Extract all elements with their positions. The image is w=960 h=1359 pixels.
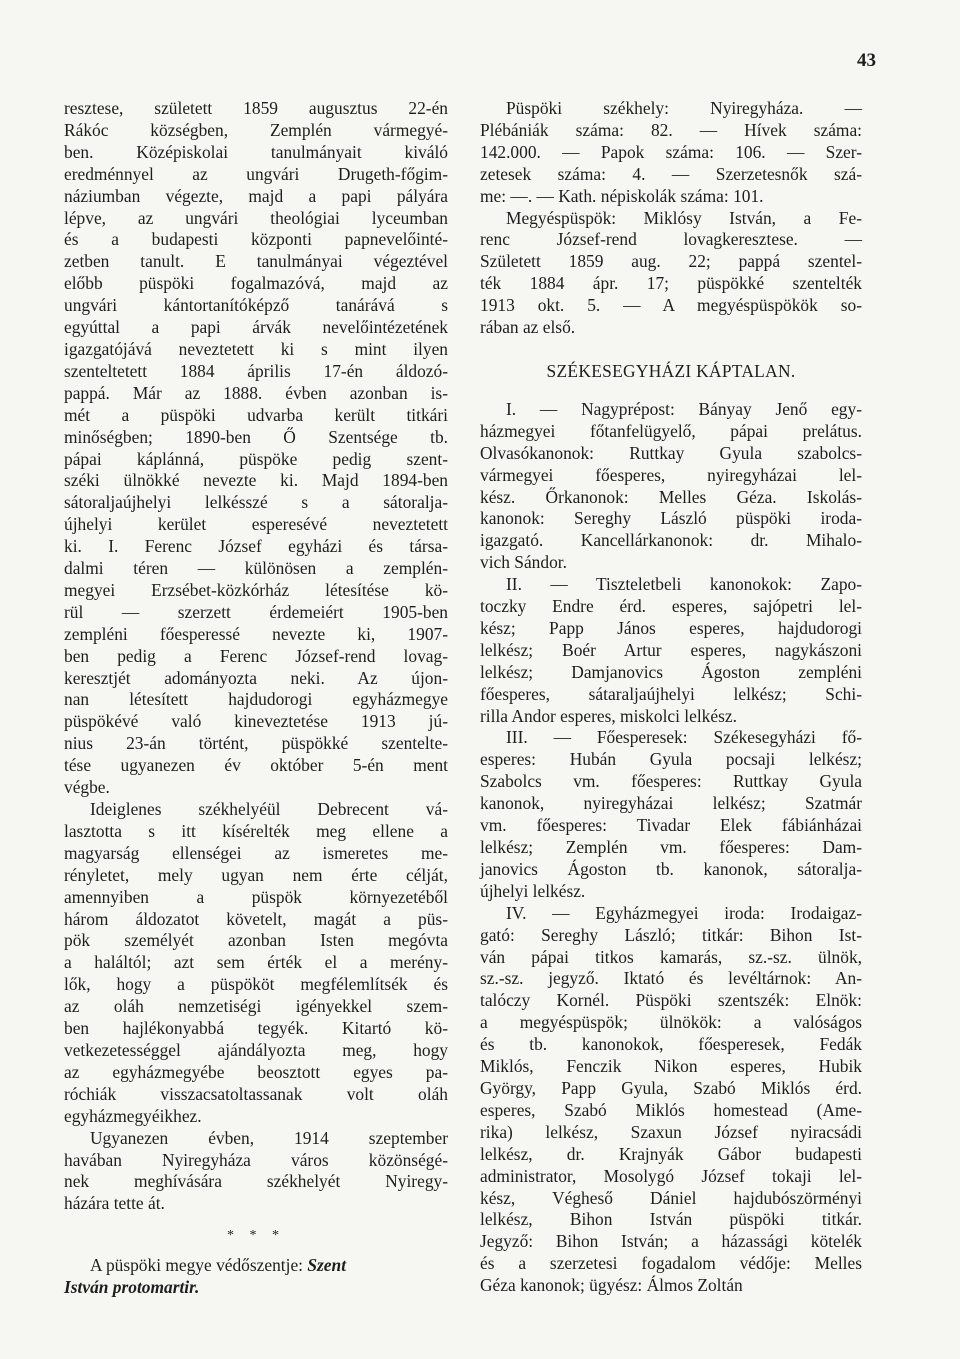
text-line: talóczy Kornél. Püspöki szentszék: Elnök: <box>480 990 862 1011</box>
text-line: lelkész; Damjanovics Ágoston zempléni <box>480 661 862 682</box>
text-line: kész; Papp János esperes, hajdudorogi <box>480 617 862 638</box>
text-line: zetben tanult. E tanulmányai végeztével <box>64 251 448 272</box>
text-line: előbb püspöki fogalmazóvá, majd az <box>64 273 448 294</box>
text-line: rilla Andor esperes, miskolci lelkész. <box>480 705 737 726</box>
text-line: lők, hogy a püspököt megfélemlítsék és <box>64 974 448 995</box>
text-line: janovics Ágoston tb. kanonok, sátoralja- <box>480 858 862 879</box>
text-line: Jegyző: Bihon István; a házassági kötelék <box>480 1231 862 1252</box>
text-line: igazgató. Kancellárkanonok: dr. Mihalo- <box>480 530 862 551</box>
patron-saint-paragraph <box>64 1255 448 1299</box>
text-line: náziumban végezte, majd a papi pályára <box>64 185 448 206</box>
text-line: ki. I. Ferenc József egyházi és társa- <box>64 536 448 557</box>
text-line: keresztjét adományozta neki. Az újon- <box>64 667 448 688</box>
text-line: Megyéspüspök: Miklósy István, a Fe- <box>506 207 862 228</box>
text-line: egyházmegyéikhez. <box>64 1105 202 1126</box>
patron-name-part-2: István protomartir. <box>64 1277 200 1298</box>
text-line: lépve, az ungvári theológiai lyceumban <box>64 207 448 228</box>
text-line: Plébániák száma: 82. — Hívek száma: <box>480 119 862 140</box>
text-line: lelkész, dr. Krajnyák Gábor budapesti <box>480 1143 862 1164</box>
text-line: ván pápai titkos kamarás, sz.-sz. ülnök, <box>480 946 862 967</box>
chapter-section-3 <box>480 727 862 902</box>
text-line: igazgatójává neveztetett ki s mint ilyen <box>64 338 448 359</box>
text-line: mét a püspöki udvarba került titkári <box>64 404 448 425</box>
text-line: amennyiben a püspök környezetéből <box>64 886 448 907</box>
text-line: Ideiglenes székhelyéül Debrecent vá- <box>90 799 448 819</box>
text-line: az oláh nemzetiségi igényekkel szem- <box>64 996 448 1017</box>
text-line: házmegyei főtanfelügyelő, pápai prelátus. <box>480 420 862 441</box>
chapter-section-2 <box>480 574 862 727</box>
text-line: és tb. kanonokok, főesperesek, Fedák <box>480 1034 862 1055</box>
text-line: Rákóc községben, Zemplén vármegyé- <box>64 119 448 140</box>
text-line: kész, Végheső Dániel hajdubószörményi <box>480 1187 862 1208</box>
text-line: esperes: Hubán Gyula pocsaji lelkész; <box>480 749 862 770</box>
text-line: 142.000. — Papok száma: 106. — Szer- <box>480 141 862 162</box>
text-line: kanonok: Sereghy László püspöki iroda- <box>480 508 862 529</box>
text-line: toczky Endre érd. esperes, sajópetri lel- <box>480 596 862 617</box>
text-line: és a szerzetesi fogadalom védője: Melles <box>480 1253 862 1274</box>
text-line: vich Sándor. <box>480 552 567 573</box>
page-number: 43 <box>857 50 876 71</box>
text-line: minőségben; 1890-ben Ő Szentsége tb. <box>64 426 448 447</box>
text-line: végbe. <box>64 777 110 798</box>
text-line: Miklós, Fenczik Nikon esperes, Hubik <box>480 1056 862 1077</box>
biography-paragraph <box>64 98 448 799</box>
text-line: tése ugyanezen év október 5-én ment <box>64 755 448 776</box>
text-line: resztese, született 1859 augusztus 22-én <box>64 98 448 118</box>
text-line: püspökévé való kineveztetése 1913 jú- <box>64 711 448 732</box>
text-line: egyúttal a papi árvák nevelőintézetének <box>64 317 448 338</box>
text-line: és a budapesti központi papnevelőinté- <box>64 229 448 250</box>
text-line: pök személyét azonban Isten megóvta <box>64 930 448 951</box>
text-line: lelkész; Boér Artur esperes, nagykászoni <box>480 639 862 660</box>
text-line: pappá. Már az 1888. évben azonban is- <box>64 382 448 403</box>
text-line: zetesek száma: 4. — Szerzetesnők szá- <box>480 163 862 184</box>
text-line: havában Nyiregyháza város közönségé- <box>64 1149 448 1170</box>
text-line: vm. főesperes: Tivadar Elek fábiánházai <box>480 815 862 836</box>
text-line: esperes, Szabó Miklós homestead (Ame- <box>480 1099 862 1120</box>
text-line: zempléni főesperessé nevezte ki, 1907- <box>64 623 448 644</box>
text-line: pápai káplánná, püspöke pedig szent- <box>64 448 448 469</box>
patron-name-part-1: Szent <box>307 1255 347 1276</box>
section-divider-stars: * * * <box>227 1228 285 1244</box>
text-line: az egyházmegyébe beosztott egyes pa- <box>64 1061 448 1082</box>
text-line: Olvasókanonok: Ruttkay Gyula szabolcs- <box>480 442 862 463</box>
text-line: II. — Tiszteletbeli kanonokok: Zapo- <box>506 574 862 595</box>
text-line: kanonok, nyiregyházai lelkész; Szatmár <box>480 793 862 814</box>
text-line: gató: Sereghy László; titkár: Bihon Ist- <box>480 924 862 945</box>
text-line: sátoraljaújhelyi lelkésszé s a sátoralja- <box>64 492 448 513</box>
text-line: dalmi téren — különösen a zemplén- <box>64 558 448 579</box>
text-line: három áldozatot követelt, magát a püs- <box>64 908 448 929</box>
text-line: megyei Erzsébet-közkórház létesítése kö- <box>64 579 448 600</box>
text-line: renc József-rend lovagkeresztese. — <box>480 229 862 250</box>
text-line: Szabolcs vm. főesperes: Ruttkay Gyula <box>480 771 862 792</box>
text-line: főesperes, sátaraljaújhelyi lelkész; Schi- <box>480 683 862 704</box>
text-line: III. — Főesperesek: Székesegyházi fő- <box>506 727 862 748</box>
text-line: Püspöki székhely: Nyiregyháza. — <box>506 98 862 118</box>
text-line: 1913 okt. 5. — A megyéspüspökök so- <box>480 295 862 316</box>
text-line: vármegyei főesperes, nyiregyházai lel- <box>480 464 862 485</box>
text-line: házára tette át. <box>64 1193 165 1214</box>
text-line: lelkész, Bihon István püspöki titkár. <box>480 1209 862 1230</box>
text-line: administrator, Mosolygó József tokaji lel- <box>480 1165 862 1186</box>
text-line: lasztotta s itt kísérelték meg ellene a <box>64 820 448 841</box>
text-line: IV. — Egyházmegyei iroda: Irodaigaz- <box>506 902 862 923</box>
text-line: rában az első. <box>480 317 576 338</box>
text-line: nius 23-án történt, püspökké szentelte- <box>64 733 448 754</box>
text-line: nek meghívására székhelyét Nyiregy- <box>64 1171 448 1192</box>
chapter-section-1 <box>480 399 862 574</box>
text-line: újhelyi lelkész. <box>480 880 586 901</box>
text-line: rényletet, mely ugyan nem érte célját, <box>64 864 448 885</box>
text-line: me: —. — Kath. népiskolák száma: 101. <box>480 185 764 206</box>
text-line: ungvári kántortanítóképző tanárává s <box>64 295 448 316</box>
text-line: ben. Középiskolai tanulmányait kiváló <box>64 141 448 162</box>
text-line: lelkész; Zemplén vm. főesperes: Dam- <box>480 837 862 857</box>
text-line: újhelyi kerület esperesévé neveztetett <box>64 514 448 535</box>
left-column <box>64 98 448 1299</box>
text-line: rika) lelkész, Szaxun József nyiracsádi <box>480 1121 862 1142</box>
text-line: széki ülnökké nevezte ki. Majd 1894-ben <box>64 470 448 491</box>
text-line: Géza kanonok; ügyész: Álmos Zoltán <box>480 1275 743 1296</box>
patron-label: A püspöki megye védőszentje: <box>90 1255 303 1276</box>
nyiregyhaza-paragraph <box>64 1128 448 1216</box>
right-column <box>480 98 862 1297</box>
text-line: ték 1884 ápr. 17; püspökké szentelték <box>480 273 862 294</box>
bishop-paragraph <box>480 208 862 339</box>
text-line: Ugyanezen évben, 1914 szeptember <box>90 1127 448 1148</box>
text-line: ben hajlékonyabbá tegyék. Kitartó kö- <box>64 1018 448 1039</box>
debrecen-paragraph <box>64 799 448 1128</box>
text-line: magyarság ellenségei az ismeretes me- <box>64 842 448 863</box>
text-line: a haláltól; azt sem érték el a merény- <box>64 952 448 973</box>
text-line: kész. Őrkanonok: Melles Géza. Iskolás- <box>480 486 862 507</box>
text-line: rül — szerzett érdemeiért 1905-ben <box>64 601 448 622</box>
text-line: György, Papp Gyula, Szabó Miklós érd. <box>480 1077 862 1098</box>
text-line: róchiák visszacsatoltassanak volt oláh <box>64 1083 448 1104</box>
chapter-section-4 <box>480 903 862 1297</box>
text-line: eredménnyel az ungvári Drugeth-főgim- <box>64 163 448 184</box>
text-line: I. — Nagyprépost: Bányay Jenő egy- <box>506 398 862 419</box>
text-line: sz.-sz. jegyző. Iktató és levéltárnok: An- <box>480 968 862 989</box>
chapter-heading: SZÉKESEGYHÁZI KÁPTALAN. <box>546 360 796 381</box>
text-line: ben pedig a Ferenc József-rend lovag- <box>64 645 448 666</box>
text-line: a megyéspüspök; ülnökök: a valóságos <box>480 1012 862 1033</box>
text-line: szenteltetett 1884 április 17-én áldozó- <box>64 360 448 381</box>
text-line: nan létesített hajdudorogi egyházmegye <box>64 689 448 710</box>
text-line: vetkezetességgel ajándályozta meg, hogy <box>64 1039 448 1060</box>
diocese-statistics-paragraph <box>480 98 862 208</box>
text-line: Született 1859 aug. 22; pappá szentel- <box>480 251 862 272</box>
